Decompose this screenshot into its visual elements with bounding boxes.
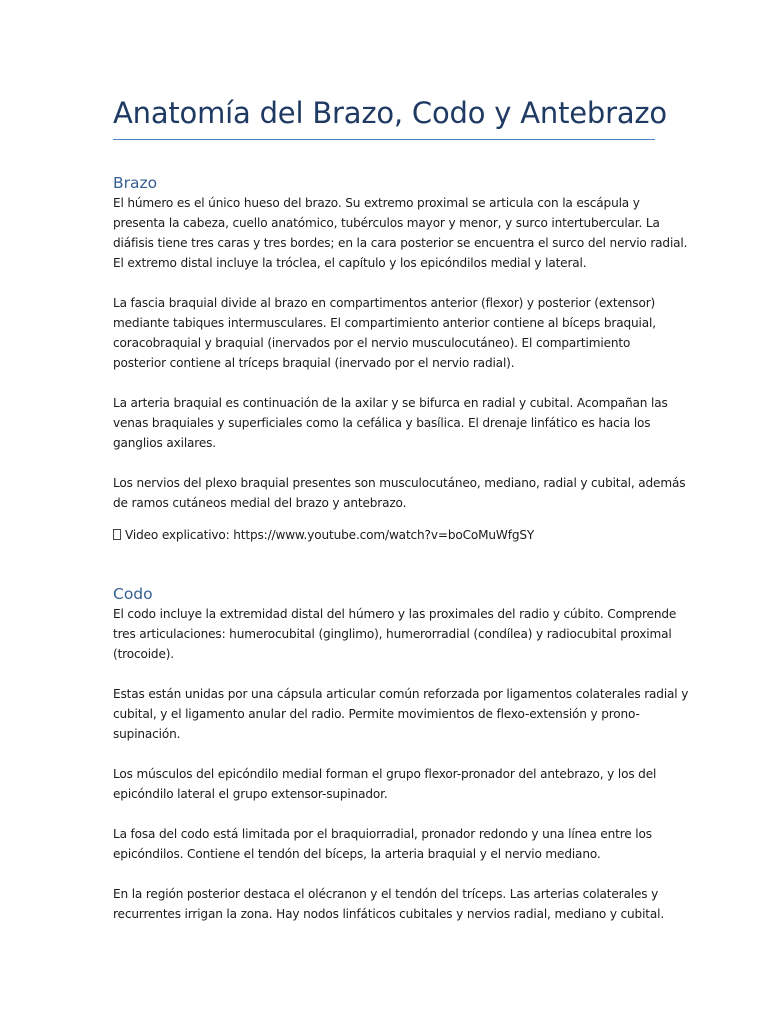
- text-line: Los músculos del epicóndilo medial forman el grupo flexor-pronador del antebrazo, y los del: [113, 767, 657, 781]
- section-brazo: [113, 173, 688, 545]
- paragraph: [113, 293, 655, 373]
- title-underline: [113, 139, 655, 140]
- text-line: En la región posterior destaca el olécranon y el tendón del tríceps. Las arterias colaterales y: [113, 887, 659, 901]
- text-line: (trocoide).: [113, 647, 175, 661]
- text-line: El húmero es el único hueso del brazo. Su extremo proximal se articula con la escápula y: [113, 196, 640, 210]
- text-line: cubital, y el ligamento anular del radio. Permite movimientos de flexo-extensión y prono-: [113, 707, 640, 721]
- paragraph: [113, 764, 655, 804]
- text-line: La arteria braquial es continuación de la axilar y se bifurca en radial y cubital. Acompañan las: [113, 396, 668, 410]
- section-codo: [113, 584, 689, 944]
- paragraph: [113, 824, 655, 864]
- text-line: Estas están unidas por una cápsula articular común reforzada por ligamentos colaterales radial y: [113, 687, 689, 701]
- text-line: epicóndilo lateral el grupo extensor-supinador.: [113, 787, 388, 801]
- video-link-text[interactable]: Video explicativo: https://www.youtube.com/watch?v=boCoMuWfgSY: [125, 528, 535, 542]
- text-line: venas braquiales y superficiales como la cefálica y basílica. El drenaje linfático es hacia los: [113, 416, 651, 430]
- text-line: El extremo distal incluye la tróclea, el capítulo y los epicóndilos medial y lateral.: [113, 256, 587, 270]
- paragraph: [113, 604, 677, 664]
- section-heading-brazo: Brazo: [113, 174, 158, 192]
- text-line: La fascia braquial divide al brazo en compartimentos anterior (flexor) y posterior (extensor): [113, 296, 656, 310]
- video-link[interactable]: [113, 525, 655, 545]
- paragraph: [113, 393, 668, 453]
- paragraph: [113, 684, 689, 744]
- text-line: posterior contiene al tríceps braquial (inervado por el nervio radial).: [113, 356, 515, 370]
- text-line: ganglios axilares.: [113, 436, 216, 450]
- text-line: tres articulaciones: humerocubital (ginglimo), humerorradial (condílea) y radiocubital proximal: [113, 627, 672, 641]
- text-line: de ramos cutáneos medial del brazo y antebrazo.: [113, 496, 407, 510]
- video-icon: [113, 529, 121, 540]
- text-line: coracobraquial y braquial (inervados por el nervio musculocutáneo). El compartimiento: [113, 336, 631, 350]
- text-line: supinación.: [113, 727, 181, 741]
- text-line: presenta la cabeza, cuello anatómico, tubérculos mayor y menor, y surco intertubercular. La: [113, 216, 660, 230]
- page-title: Anatomía del Brazo, Codo y Antebrazo: [113, 96, 667, 130]
- text-line: Los nervios del plexo braquial presentes son musculocutáneo, mediano, radial y cubital, además: [113, 476, 686, 490]
- text-line: mediante tabiques intermusculares. El compartimiento anterior contiene al bíceps braquial,: [113, 316, 656, 330]
- text-line: El codo incluye la extremidad distal del húmero y las proximales del radio y cúbito. Comprende: [113, 607, 677, 621]
- text-line: epicóndilos. Contiene el tendón del bíceps, la arteria braquial y el nervio mediano.: [113, 847, 601, 861]
- text-line: La fosa del codo está limitada por el braquiorradial, pronador redondo y una línea entre los: [113, 827, 652, 841]
- paragraph: [113, 193, 688, 273]
- text-line: recurrentes irrigan la zona. Hay nodos linfáticos cubitales y nervios radial, mediano y cubital.: [113, 907, 665, 921]
- text-line: diáfisis tiene tres caras y tres bordes; en la cara posterior se encuentra el surco del nervio radial.: [113, 236, 688, 250]
- paragraph: [113, 473, 686, 513]
- paragraph: [113, 884, 665, 924]
- section-heading-codo: Codo: [113, 585, 153, 603]
